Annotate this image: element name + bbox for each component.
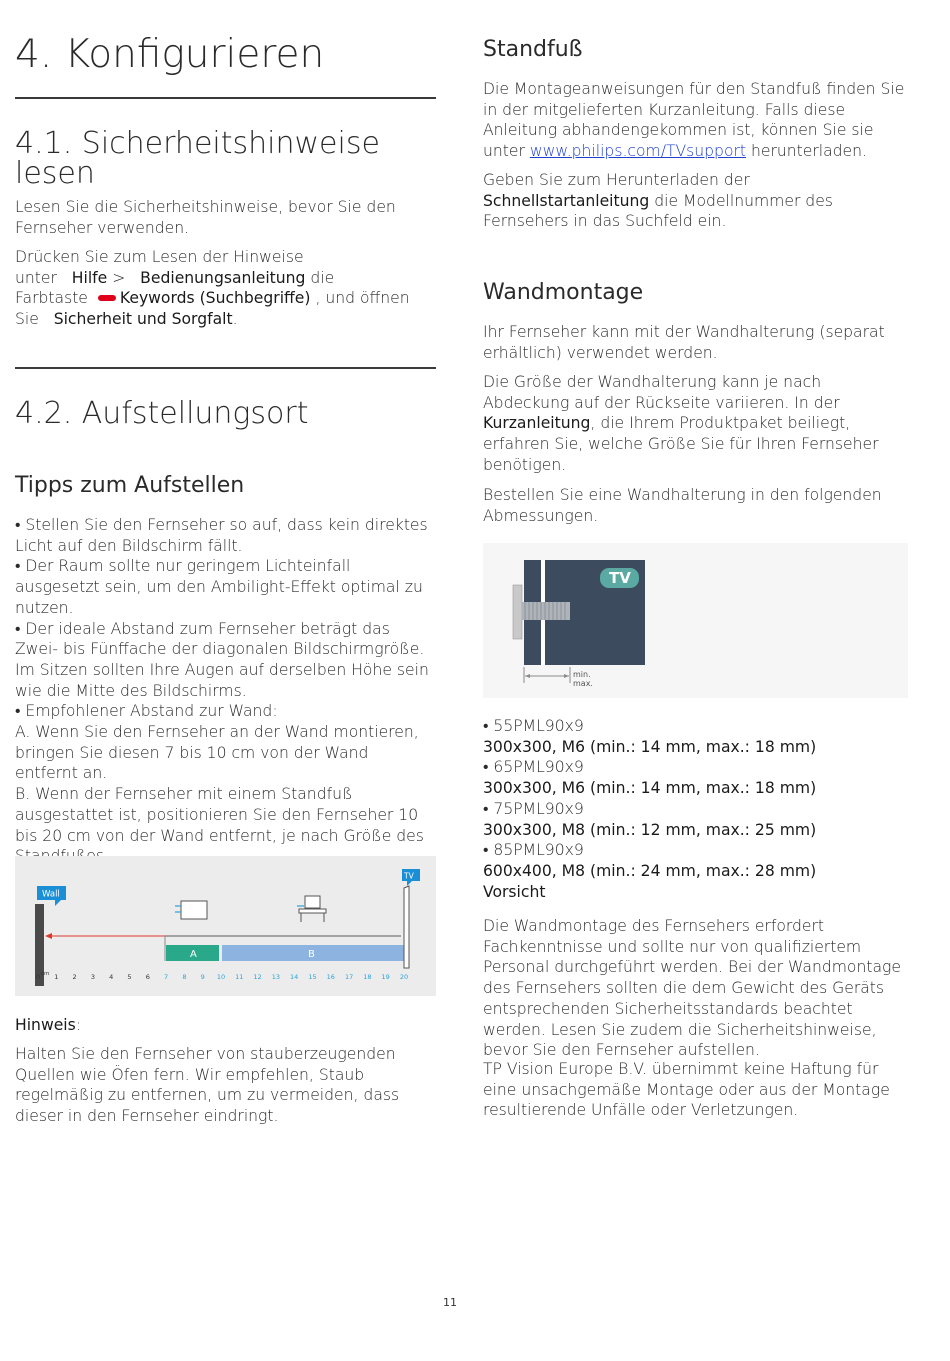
disclaimer-text: TP Vision Europe B.V. übernimmt keine Haftung für eine unsachgemäße Montage oder aus der Montage resultierende Unfälle oder Verletzungen. — [483, 1060, 890, 1120]
wall-mount-diagram — [483, 543, 908, 698]
tick-label: 12 — [253, 973, 262, 981]
list-item: • 75PML90x9 — [483, 799, 584, 818]
tick-label: 3 — [90, 973, 95, 981]
keywords-key: Keywords (Suchbegriffe) — [119, 289, 311, 308]
safety-paragraph-1: Lesen Sie die Sicherheitshinweise, bevor Sie den Fernseher verwenden. — [15, 198, 396, 237]
mount-size-list — [483, 716, 908, 902]
list-item: • 55PML90x9 — [483, 717, 584, 735]
tick-label: 8 — [182, 973, 187, 981]
wall-label: Wall — [42, 889, 60, 900]
chapter-title: 4. Konfigurieren — [15, 32, 325, 77]
menu-path-safety: Sicherheit und Sorgfalt — [53, 310, 233, 329]
tick-label: 20 — [399, 973, 409, 981]
note-heading: Hinweis: — [15, 1016, 82, 1034]
support-link[interactable]: www.philips.com/TVsupport — [529, 142, 747, 161]
tick-label: 19 — [381, 973, 390, 981]
subsection-title-wallmount: Wandmontage — [483, 280, 644, 305]
unit-label: cm — [41, 971, 50, 977]
stand-paragraph-1: Die Montageanweisungen für den Standfuß finden Sie in der mitgelieferten Kurzanleitung. Falls diese Anleitung abhandengekommen ist, können Sie sie unter www.philips.com/TVsupport herunterladen. — [483, 80, 905, 161]
list-item: • Empfohlener Abstand zur Wand: — [15, 702, 278, 721]
segment-b-label: B — [308, 949, 315, 960]
max-label: max. — [573, 679, 593, 688]
min-label: min. — [573, 670, 591, 679]
tick-label: 5 — [127, 973, 132, 981]
note-text: Halten Sie den Fernseher von stauberzeugenden Quellen wie Öfen fern. Wir empfehlen, Staub regelmäßig zu entfernen, um zu vermeiden, dass dieser in den Fernseher eindringt. — [15, 1045, 400, 1126]
caution-text: Die Wandmontage des Fernsehers erfordert Fachkenntnisse und sollte nur von qualifiziertem Personal durchgeführt werden. Bei der Wandmontage des Fernsehers sollten die dem Gewicht des Geräts entsprechenden Sicherheitsstandards beachtet werden. Lesen Sie zudem die Sicherheitshinweise, bevor Sie den Fernseher aufstellen. — [483, 917, 901, 1060]
distance-scale — [36, 971, 408, 981]
list-item: 300x300, M6 (min.: 14 mm, max.: 18 mm) — [483, 779, 817, 798]
wall-plate-icon — [513, 585, 522, 639]
tips-list — [15, 515, 436, 867]
divider — [15, 367, 436, 369]
page-number: 11 — [443, 1296, 457, 1309]
section-title-placement: 4.2. Aufstellungsort — [15, 396, 309, 431]
tick-label: 1 — [54, 973, 59, 981]
list-item: 600x400, M8 (min.: 24 mm, max.: 28 mm) — [483, 861, 817, 880]
subsection-title-stand: Standfuß — [483, 37, 583, 62]
tick-label: 4 — [109, 973, 114, 981]
list-item: B. Wenn der Fernseher mit einem Standfuß ausgestattet ist, positionieren Sie den Fernseher 10 bis 20 cm von der Wand entfernt, je nach Größe des — [15, 785, 424, 845]
list-item: A. Wenn Sie den Fernseher an der Wand montieren, bringen Sie diesen 7 bis 10 cm von der Wand entfernt an. — [15, 723, 419, 783]
note-title: Hinweis — [15, 1016, 76, 1034]
list-item: 300x300, M6 (min.: 14 mm, max.: 18 mm) — [483, 737, 817, 756]
menu-path-manual: Bedienungsanleitung — [140, 268, 306, 287]
tick-label: 9 — [200, 973, 205, 981]
list-item: • 65PML90x9 — [483, 758, 584, 777]
tv-badge-label: TV — [609, 569, 631, 587]
tick-label: 0 — [35, 973, 41, 981]
red-color-key-icon — [98, 295, 116, 301]
caution-title: Vorsicht — [483, 882, 546, 901]
wall-paragraph-2: Die Größe der Wandhalterung kann je nach Abdeckung auf der Rückseite variieren. In der Kurzanleitung, die Ihrem Produktpaket beiliegt, erfahren Sie, welche Größe Sie für Ihren Fernseher benötigen. — [483, 373, 879, 474]
menu-path-help: Hilfe — [71, 268, 108, 287]
list-item: • Stellen Sie den Fernseher so auf, dass kein direktes Licht auf den Bildschirm fällt. — [15, 516, 428, 555]
tv-tag-label: TV — [404, 871, 414, 881]
subsection-title-tips: Tipps zum Aufstellen — [15, 473, 245, 498]
wall-paragraph-3: Bestellen Sie eine Wandhalterung in den folgenden Abmessungen. — [483, 486, 882, 525]
wall-distance-diagram — [15, 856, 436, 996]
stand-paragraph-2: Geben Sie zum Herunterladen der Schnellstartanleitung die Modellnummer des Fernsehers in das Suchfeld ein. — [483, 171, 833, 231]
list-item: • Der ideale Abstand zum Fernseher beträgt das Zwei- bis Fünffache der diagonalen Bildschirmgröße. Im Sitzen sollten Ihre Augen auf derselben Höhe sein wie die Mitte des Bildschirms. — [15, 619, 429, 700]
tick-label: 6 — [145, 973, 150, 981]
wall-paragraph-1: Ihr Fernseher kann mit der Wandhalterung (separat erhältlich) verwendet werden. — [483, 323, 885, 362]
tick-label: 2 — [72, 973, 77, 981]
tick-label: 18 — [363, 973, 372, 981]
tv-panel-icon — [404, 886, 409, 968]
segment-a-label: A — [190, 949, 197, 960]
section-title-safety: 4.1. Sicherheitshinweise lesen — [15, 126, 380, 191]
list-item: • Der Raum sollte nur geringem Lichteinfall ausgesetzt sein, um den Ambilight-Effekt optimal zu nutzen. — [15, 557, 423, 617]
tick-label: 7 — [164, 973, 169, 981]
tick-label: 16 — [326, 973, 335, 981]
safety-paragraph-2: Drücken Sie zum Lesen der Hinweise unter Hilfe > Bedienungsanleitung die Farbtaste Keywords (Suchbegriffe) , und öffnen Sie Sicherheit und Sorgfalt. — [15, 248, 410, 329]
tick-label: 10 — [216, 973, 226, 981]
tick-label: 14 — [290, 973, 299, 981]
tick-label: 15 — [308, 973, 317, 981]
list-item: 300x300, M8 (min.: 12 mm, max.: 25 mm) — [483, 820, 817, 839]
divider — [15, 97, 436, 99]
tick-label: 13 — [271, 973, 281, 981]
tick-label: 17 — [344, 973, 354, 981]
list-item: • 85PML90x9 — [483, 841, 584, 860]
tick-label: 11 — [235, 973, 244, 981]
